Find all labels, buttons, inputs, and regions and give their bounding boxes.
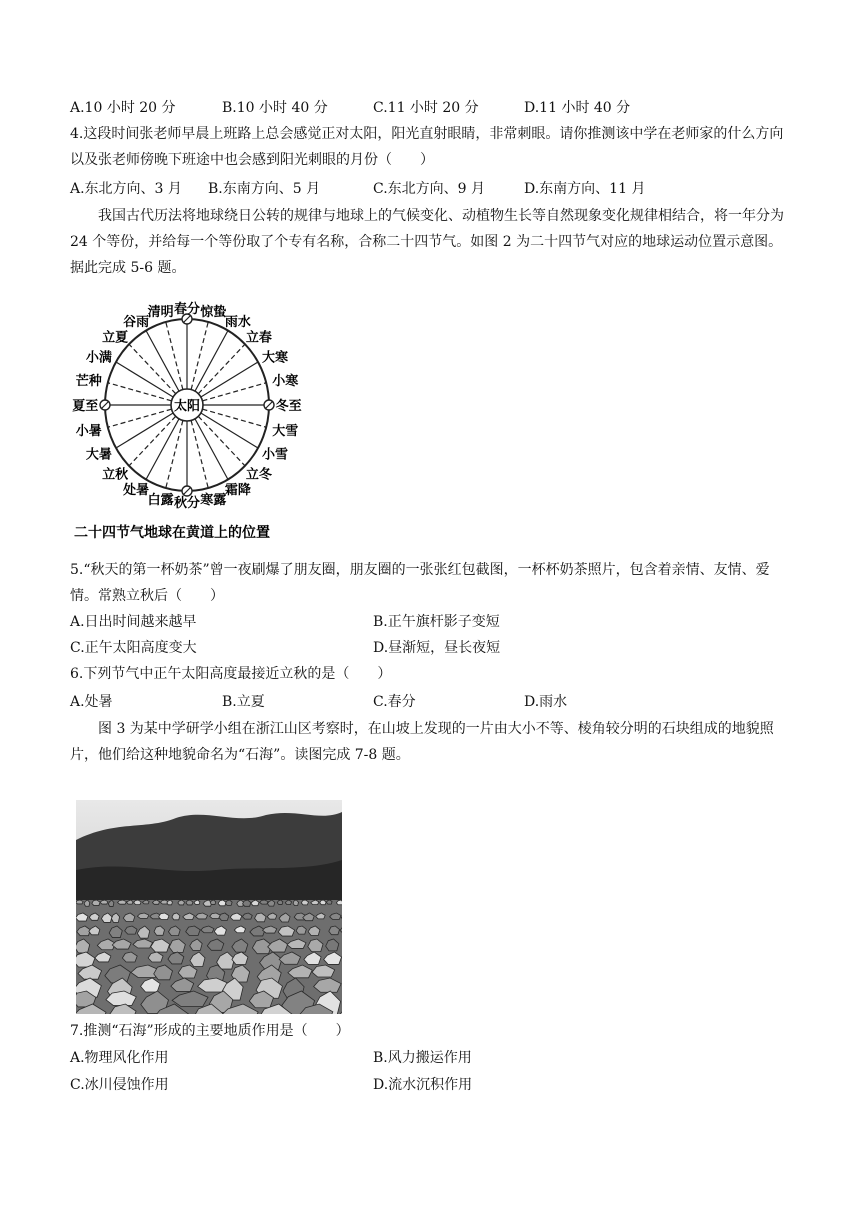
q3-option-a: A.10 小时 20 分 [70, 100, 176, 116]
q6-option-a: A.处暑 [70, 694, 113, 710]
figure2-caption: 二十四节气地球在黄道上的位置 [74, 525, 270, 541]
q3-option-d: D.11 小时 40 分 [524, 100, 631, 116]
spoke-line [202, 383, 266, 401]
solar-term-label: 春分 [173, 301, 201, 317]
rock [277, 900, 283, 904]
rock [210, 900, 215, 905]
solar-term-label: 立夏 [102, 330, 129, 346]
rock [320, 900, 326, 905]
solar-term-label: 处暑 [123, 483, 150, 499]
solar-term-label: 立冬 [245, 467, 272, 483]
q5-stem: 5.“秋天的第一杯奶茶”曾一夜刷爆了朋友圈，朋友圈的一张张红包截图，一杯杯奶茶照片，包含着亲情、友情、爱情。常熟立秋后（ ） [70, 562, 770, 604]
passage-stone-sea: 图 3 为某中学研学小组在浙江山区考察时，在山坡上发现的一片由大小不等、棱角较分明的石块组成的地貌照片，他们给这种地貌命名为“石海”。读图完成 7-8 题。 [70, 721, 774, 763]
solar-term-label: 大寒 [262, 350, 289, 366]
q5-option-a: A.日出时间越来越早 [70, 614, 197, 630]
spoke-line [191, 322, 208, 390]
solar-terms-diagram [70, 292, 320, 548]
spoke-line [201, 362, 258, 397]
spoke-line [166, 420, 183, 488]
q5-option-c: C.正午太阳高度变大 [70, 640, 197, 656]
spoke-line [191, 420, 208, 488]
rock [76, 900, 83, 904]
q6-option-b: B.立夏 [222, 694, 265, 710]
solar-term-label: 谷雨 [123, 314, 150, 330]
q7-option-b: B.风力搬运作用 [373, 1050, 472, 1066]
solar-term-label: 立秋 [102, 467, 129, 483]
spoke-line [116, 413, 173, 448]
rock [326, 900, 332, 904]
solar-term-label: 寒露 [200, 492, 227, 508]
spoke-line [198, 344, 245, 393]
solar-term-label: 小雪 [262, 447, 289, 463]
solar-term-label: 冬至 [275, 399, 302, 414]
spoke-line [201, 413, 258, 448]
solar-term-label: 惊蛰 [200, 305, 227, 321]
spoke-line [195, 331, 228, 392]
q6-option-c: C.春分 [373, 694, 416, 710]
rock [260, 900, 268, 904]
q5-option-b: B.正午旗杆影子变短 [373, 614, 500, 630]
solar-term-label: 雨水 [224, 314, 251, 330]
rock [134, 900, 141, 905]
spoke-line [146, 331, 179, 392]
spoke-line [195, 419, 228, 480]
spoke-line [108, 409, 172, 427]
q3-option-c: C.11 小时 20 分 [373, 100, 479, 116]
q4-option-b: B.东南方向、5 月 [208, 181, 321, 197]
q6-stem: 6.下列节气中正午太阳高度最接近立秋的是（ ） [70, 666, 392, 682]
q7-option-a: A.物理风化作用 [70, 1050, 169, 1066]
solar-term-label: 大暑 [85, 447, 112, 463]
solar-term-label: 白露 [147, 492, 174, 508]
spoke-line [108, 383, 172, 401]
spoke-line [202, 409, 266, 427]
solar-term-label: 立春 [245, 330, 272, 346]
q7-option-d: D.流水沉积作用 [373, 1077, 473, 1093]
solar-term-label: 清明 [147, 305, 174, 321]
sun-label: 太阳 [173, 399, 201, 414]
stone-sea-photo [76, 800, 342, 1014]
spoke-line [166, 322, 183, 390]
q4-option-c: C.东北方向、9 月 [373, 181, 486, 197]
solar-term-label: 霜降 [224, 483, 251, 499]
solar-term-label: 小暑 [75, 424, 102, 440]
q7-option-c: C.冰川侵蚀作用 [70, 1077, 169, 1093]
rock [293, 900, 298, 905]
q5-option-d: D.昼渐短，昼长夜短 [373, 640, 501, 656]
solar-term-label: 小满 [85, 350, 112, 366]
solar-term-label: 秋分 [173, 496, 201, 512]
q4-option-d: D.东南方向、11 月 [524, 181, 646, 197]
spoke-line [116, 362, 173, 397]
q7-stem: 7.推测“石海”形成的主要地质作用是（ ） [70, 1023, 350, 1039]
spoke-line [129, 344, 176, 393]
solar-term-label: 大雪 [272, 424, 299, 440]
spoke-line [129, 416, 176, 465]
q4-option-a: A.东北方向、3 月 [70, 181, 182, 197]
solar-term-label: 夏至 [72, 399, 99, 414]
spoke-line [198, 416, 245, 465]
q4-stem: 4.这段时间张老师早晨上班路上总会感觉正对太阳，阳光直射眼睛，非常刺眼。请你推测该中学在老师家的什么方向以及张老师傍晚下班途中也会感到阳光刺眼的月份（ ） [70, 126, 784, 168]
solar-term-label: 芒种 [75, 373, 102, 389]
passage-solar-terms: 我国古代历法将地球绕日公转的规律与地球上的气候变化、动植物生长等自然现象变化规律相结合，将一年分为 24 个等份，并给每一个等份取了个专有名称，合称二十四节气。如图 2 为二十四节气对应的地球运动位置示意图。据此完成 5-6 题。 [70, 208, 784, 276]
spoke-line [146, 419, 179, 480]
solar-term-label: 小寒 [272, 373, 299, 389]
q6-option-d: D.雨水 [524, 694, 568, 710]
q3-option-b: B.10 小时 40 分 [222, 100, 328, 116]
